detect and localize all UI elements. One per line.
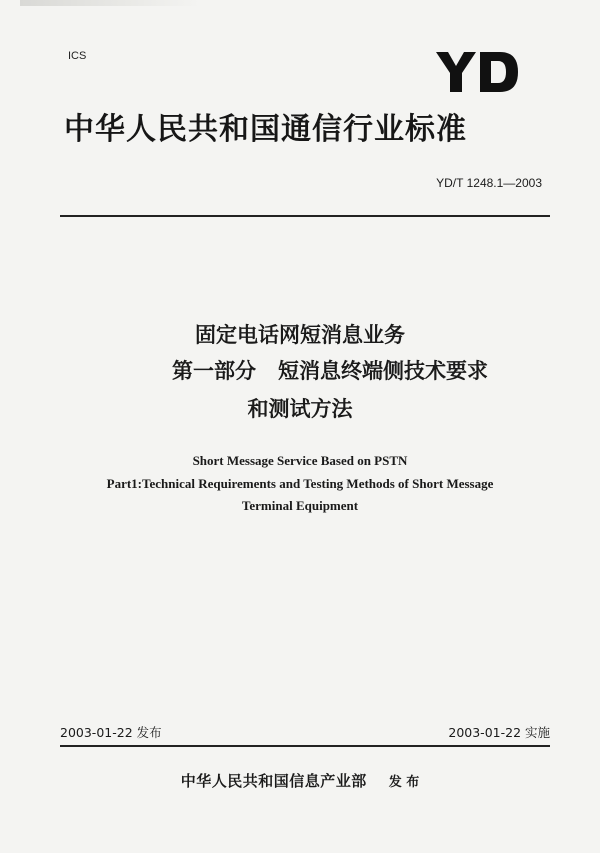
chinese-title-line-2 [30, 355, 600, 385]
english-title-line-3: Terminal Equipment [241, 498, 359, 513]
issue-date: 2003-01-22 发布 [60, 725, 162, 740]
implementation-date: 2003-01-22 实施 [448, 725, 550, 740]
chinese-title-part: 第一部分 [172, 359, 256, 383]
issuer-organization: 中华人民共和国信息产业部 [180, 772, 367, 790]
standard-category-title: 中华人民共和国通信行业标准 [64, 112, 467, 147]
english-title-line-2: Part1:Technical Requirements and Testing Methods of Short Message [106, 476, 494, 491]
top-divider [60, 215, 550, 217]
chinese-title-line-3: 和测试方法 [247, 397, 353, 421]
chinese-title-line-1: 固定电话网短消息业务 [195, 323, 405, 347]
bottom-divider [60, 745, 550, 747]
yd-logo [436, 52, 518, 92]
yd-logo-mark [436, 52, 518, 92]
english-title-line-1: Short Message Service Based on PSTN [192, 453, 408, 468]
issuer-action: 发 布 [388, 775, 420, 790]
issuing-authority [0, 770, 600, 791]
chinese-title-subject: 短消息终端侧技术要求 [278, 359, 488, 383]
standard-number: YD/T 1248.1—2003 [436, 176, 542, 190]
ics-label: ICS [68, 50, 87, 62]
scan-smudge [20, 0, 200, 6]
